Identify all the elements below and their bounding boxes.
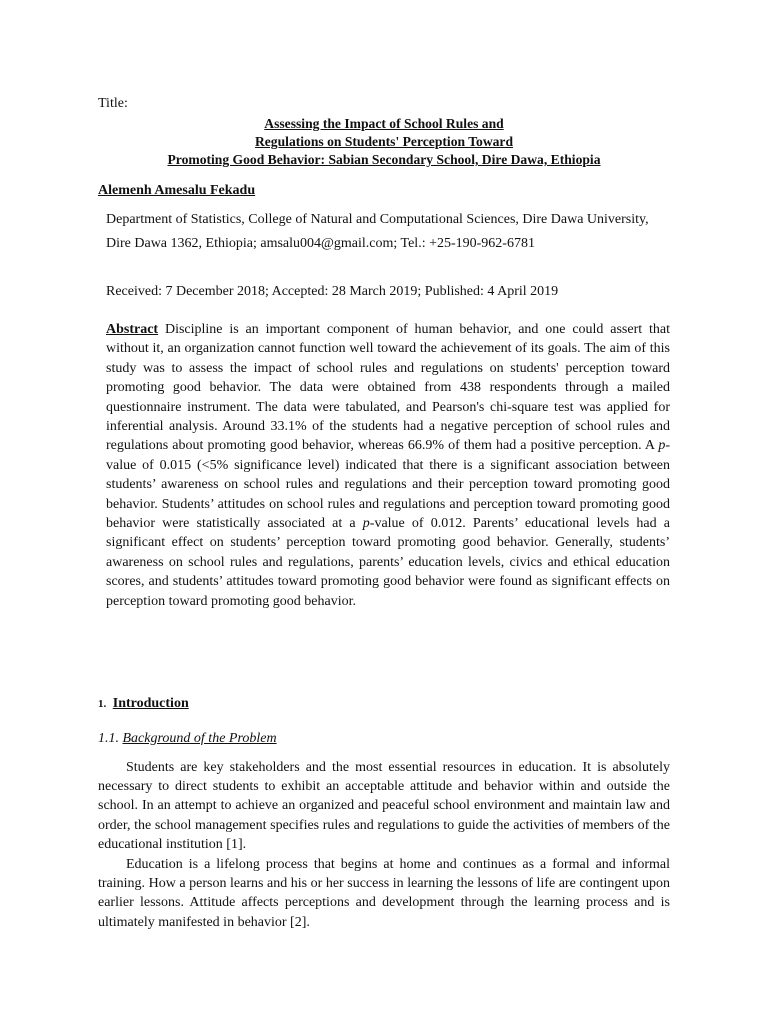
p-symbol-2: p: [362, 516, 370, 532]
affiliation-address: Dire Dawa 1362, Ethiopia; amsalu004@gmail.com; Tel.: +25-190-962-6781: [106, 236, 535, 251]
paragraph: Education is a lifelong process that begins at home and continues as a formal and informal training. How a person learns and his or her success in learning the lessons of life are contingent upon earlier lessons. Attitude affects perceptions and development through the learning process and is ultimately manifested in behavior [2].: [98, 857, 670, 930]
title-line-1: Assessing the Impact of School Rules and: [264, 116, 504, 131]
section-number: 1.: [98, 698, 107, 710]
abstract-label: Abstract: [106, 322, 159, 337]
author-name: Alemenh Amesalu Fekadu: [98, 183, 256, 198]
affiliation: [106, 210, 670, 253]
abstract-text-1: Discipline is an important component of human behavior, and one could assert that without it, an organization cannot function well toward the achievement of its goals. The aim of this study was to assess the impact of school rules and regulations on students' perception toward promoting good behavior. The data were obtained from 438 respondents through a mailed questionnaire instrument. The data were tabulated, and Pearson's chi-square test was applied for inferential analysis. Around 33.1% of the students had a negative perception of school rules and regulations about promoting good behavior, whereas 66.9% of them had a positive perception. A: [106, 322, 670, 454]
subsection-title: Background of the Problem: [122, 731, 277, 746]
paper-title: [98, 115, 670, 169]
abstract: [106, 320, 670, 611]
paragraph: Students are key stakeholders and the most essential resources in education. It is absolutely necessary to direct students to exhibit an acceptable attitude and behavior within and outside the school. In an attempt to achieve an organized and peaceful school environment and maintain law and order, the school management specifies rules and regulations to guide the activities of members of the educational institution [1].: [98, 760, 670, 852]
p-symbol-1: p: [658, 438, 666, 454]
introduction-body: [98, 758, 670, 932]
abstract-text-2: -value of 0.015 (<5% significance level) indicated that there is a significant association between students’ awareness on school rules and regulations and their perception toward promoting good behavior. Students’ attitudes on school rules and regulations and perception toward promoting good behavior were statistically associated at a: [106, 438, 670, 532]
subsection-number: 1.1.: [98, 731, 123, 746]
abstract-text-3: -value of 0.012. Parents’ educational levels had a significant effect on students’ perception toward promoting good behavior. Generally, students’ awareness on school rules and regulations, parents’ education levels, civics and ethical education scores, and students’ attitudes toward promoting good behavior were found as significant effects on perception toward promoting good behavior.: [106, 516, 671, 609]
title-label: Title:: [98, 96, 128, 111]
publication-dates: Received: 7 December 2018; Accepted: 28 March 2019; Published: 4 April 2019: [106, 284, 559, 299]
subsection-heading: [98, 731, 277, 747]
section-title: Introduction: [112, 696, 189, 711]
title-line-3: Promoting Good Behavior: Sabian Secondary School, Dire Dawa, Ethiopia: [167, 152, 601, 167]
section-heading-introduction: [98, 696, 189, 712]
title-line-2: Regulations on Students' Perception Toward: [254, 134, 514, 149]
affiliation-department: Department of Statistics, College of Natural and Computational Sciences, Dire Dawa University,: [106, 212, 649, 227]
